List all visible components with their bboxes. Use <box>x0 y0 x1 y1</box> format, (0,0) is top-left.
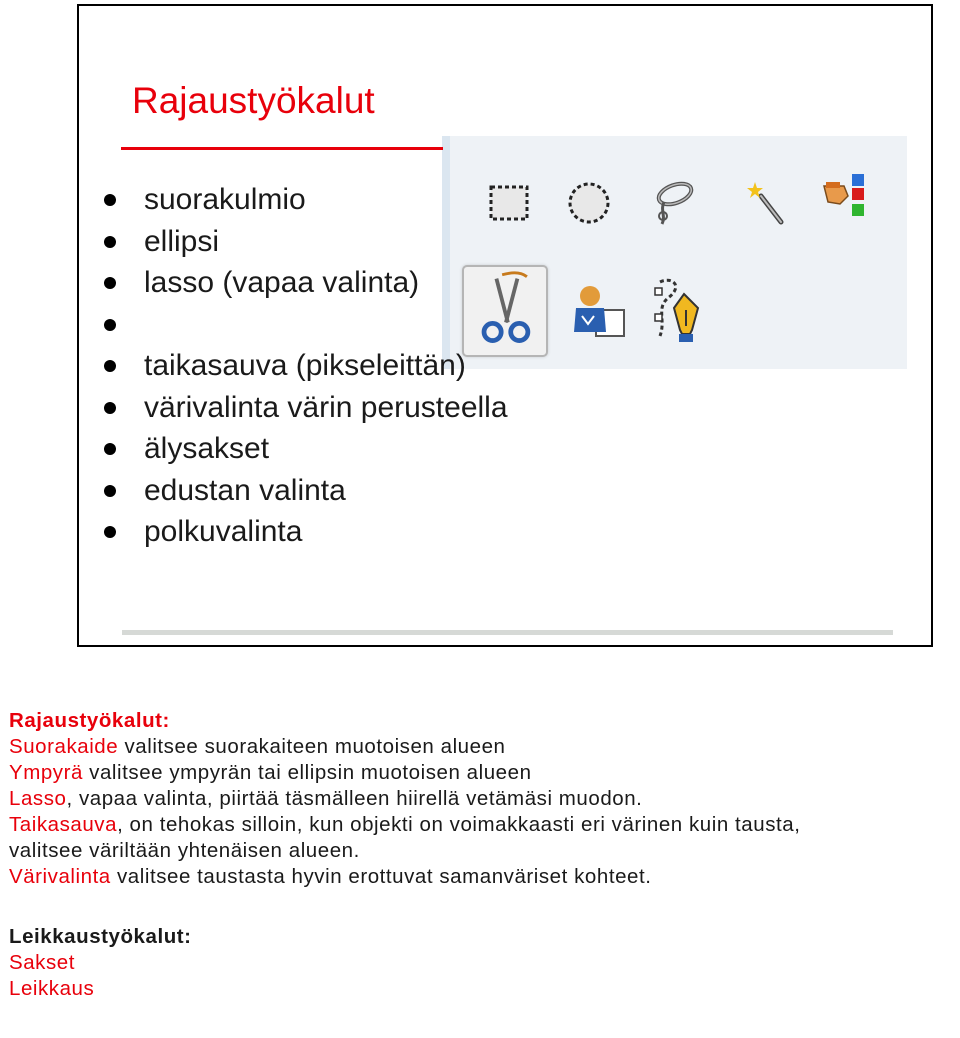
toolbox-screenshot <box>442 136 907 369</box>
list-item <box>101 262 508 304</box>
notes-heading-rajaus: Rajaustyökalut: <box>9 709 170 732</box>
list-item <box>101 470 508 512</box>
note-ympyra <box>9 760 959 786</box>
list-item <box>101 387 508 429</box>
desc-taikasauva: , on tehokas silloin, kun objekti on voimakkaasti eri värinen kuin tausta, <box>117 813 801 836</box>
notes-heading-leikkaus: Leikkaustyökalut: <box>9 925 192 948</box>
term-varivalinta: Värivalinta <box>9 865 111 888</box>
note-taikasauva-cont: valitsee väriltään yhtenäisen alueen. <box>9 839 360 862</box>
bullet-dot <box>104 319 116 331</box>
slide-frame <box>77 4 933 647</box>
bullet-text: värivalinta värin perusteella <box>144 390 508 424</box>
bullet-text: polkuvalinta <box>144 515 303 548</box>
bullet-text: ellipsi <box>144 224 220 258</box>
list-item <box>101 221 508 263</box>
note-lasso <box>9 786 959 812</box>
bullet-text: lasso (vapaa valinta) <box>144 266 420 299</box>
select-by-color-icon <box>814 166 876 228</box>
bullet-text: suorakulmio <box>144 183 306 216</box>
slide-title: Rajaustyökalut <box>132 80 375 121</box>
foreground-select-icon <box>562 276 632 348</box>
bullet-dot <box>104 443 116 455</box>
note-leikkaus: Leikkaus <box>9 977 95 1000</box>
bullet-dot <box>104 485 116 497</box>
notes-spacer <box>9 890 959 924</box>
paths-tool-icon <box>646 274 716 348</box>
bullet-dot <box>104 526 116 538</box>
ellipse-select-icon <box>558 172 620 234</box>
bullet-dot <box>104 277 116 289</box>
list-item <box>101 345 508 387</box>
bullet-dot <box>104 402 116 414</box>
list-item <box>101 304 508 346</box>
term-ympyra: Ympyrä <box>9 761 83 784</box>
note-taikasauva <box>9 812 959 838</box>
bullet-dot <box>104 236 116 248</box>
slide-footer-rule <box>122 630 893 635</box>
term-taikasauva: Taikasauva <box>9 813 118 836</box>
note-suorakaide <box>9 734 959 760</box>
bullet-dot <box>104 194 116 206</box>
tool-bullet-list <box>101 179 508 553</box>
term-suorakaide: Suorakaide <box>9 735 119 758</box>
bullet-text: edustan valinta <box>144 473 346 507</box>
note-varivalinta <box>9 864 959 890</box>
desc-lasso: , vapaa valinta, piirtää täsmälleen hiirellä vetämäsi muodon. <box>66 787 643 810</box>
list-item <box>101 428 508 470</box>
speaker-notes <box>9 708 959 1002</box>
toolbox-panel <box>450 136 907 369</box>
list-item <box>101 511 508 553</box>
bullet-text: taikasauva (pikseleittän) <box>144 349 466 382</box>
list-item <box>101 179 508 221</box>
title-underline <box>121 147 443 150</box>
desc-varivalinta: valitsee taustasta hyvin erottuvat samanväriset kohteet. <box>110 865 652 888</box>
desc-ympyra: valitsee ympyrän tai ellipsin muotoisen alueen <box>82 761 532 784</box>
bullet-text: älysakset <box>144 432 270 465</box>
bullet-dot <box>104 360 116 372</box>
term-lasso: Lasso <box>9 787 67 810</box>
free-select-lasso-icon <box>642 172 704 234</box>
note-sakset: Sakset <box>9 951 75 974</box>
desc-suorakaide: valitsee suorakaiteen muotoisen alueen <box>118 735 506 758</box>
fuzzy-select-magic-wand-icon <box>735 172 797 234</box>
